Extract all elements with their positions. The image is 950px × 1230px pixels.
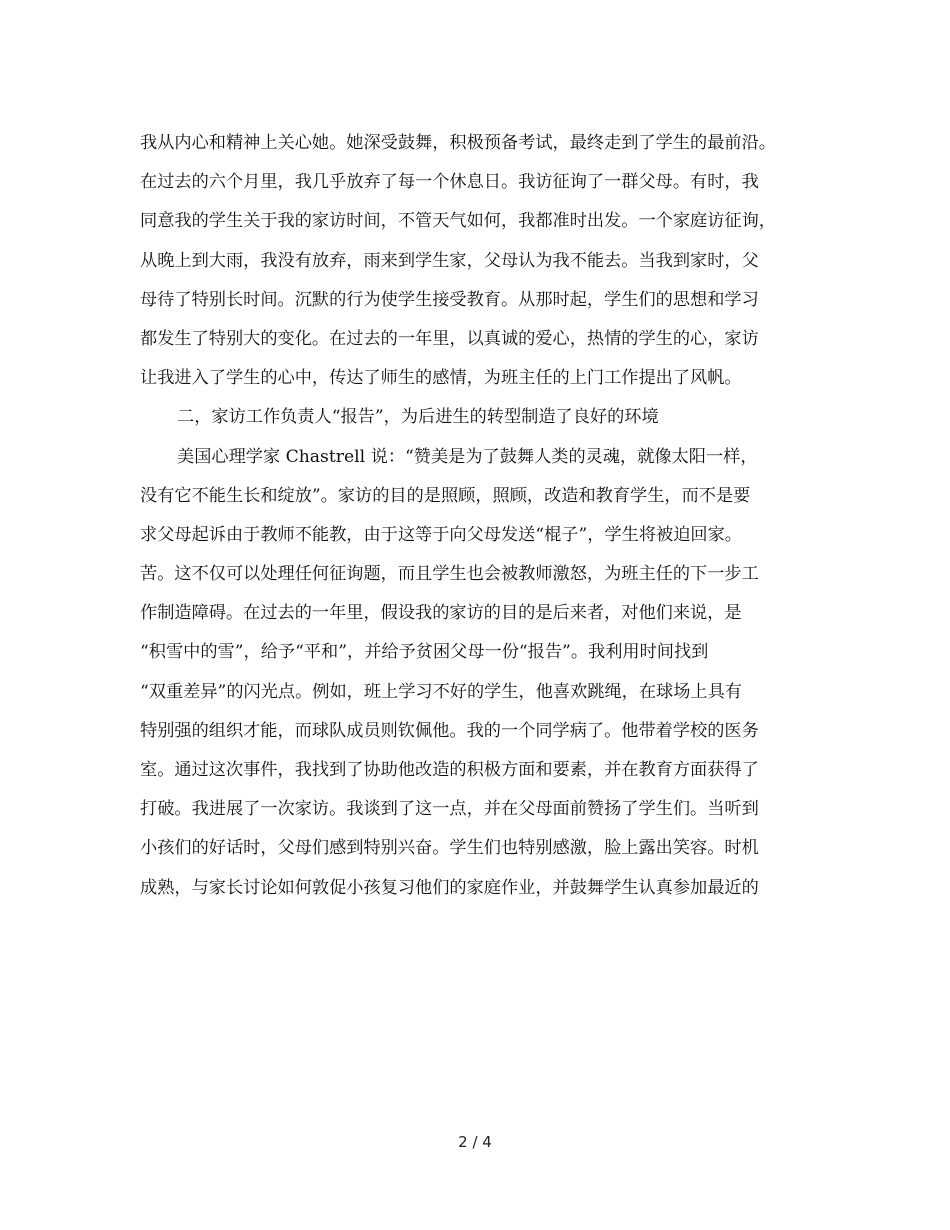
text-line: 求父母起诉由于教师不能教，由于这等于向父母发送“棍子”，学生将被迫回家。: [140, 524, 742, 545]
text-line: 从晚上到大雨，我没有放弃，雨来到学生家，父母认为我不能去。当我到家时，父: [140, 250, 759, 271]
text-line: 特别强的组织才能，而球队成员则钦佩他。我的一个同学病了。他带着学校的医务: [140, 720, 759, 741]
text-line: 苦。这不仅可以处理任何征询题，而且学生也会被教师激怒，为班主任的下一步工: [140, 564, 759, 585]
text-line: 同意我的学生关于我的家访时间，不管天气如何，我都准时出发。一个家庭访征询，: [140, 211, 776, 232]
text-line: 作制造障碍。在过去的一年里，假设我的家访的目的是后来者，对他们来说，是: [140, 603, 742, 624]
text-line: 在过去的六个月里，我几乎放弃了每一个休息日。我访征询了一群父母。有时，我: [140, 172, 759, 193]
text-line: 没有它不能生长和绽放”。家访的目的是照顾，照顾，改造和教育学生，而不是要: [140, 485, 751, 506]
text-line: 成熟，与家长讨论如何敦促小孩复习他们的家庭作业，并鼓舞学生认真参加最近的: [140, 877, 759, 898]
text-line: 都发生了特别大的变化。在过去的一年里，以真诚的爱心，热情的学生的心，家访: [140, 328, 759, 349]
text-line: 打破。我进展了一次家访。我谈到了这一点，并在父母面前赞扬了学生们。当听到: [140, 799, 759, 820]
text-line: 我从内心和精神上关心她。她深受鼓舞，积极预备考试，最终走到了学生的最前沿。: [140, 133, 776, 153]
page-number: 2 / 4: [458, 1133, 492, 1151]
text-line: 母待了特别长时间。沉默的行为使学生接受教育。从那时起，学生们的思想和学习: [140, 289, 759, 310]
text-line: 小孩们的好话时，父母们感到特别兴奋。学生们也特别感激，脸上露出笑容。时机: [140, 838, 759, 859]
text-line: “积雪中的雪”，给予“平和”，并给予贫困父母一份“报告”。我利用时间找到: [140, 642, 709, 663]
text-line: 二，家访工作负责人“报告”，为后进生的转型制造了良好的环境: [177, 407, 659, 428]
text-line: 美国心理学家 Chastrell 说：“赞美是为了鼓舞人类的灵魂，就像太阳一样，: [177, 446, 758, 467]
body-text: [140, 124, 820, 908]
text-line: 室。通过这次事件，我找到了协助他改造的积极方面和要素，并在教育方面获得了: [140, 760, 759, 780]
text-line: 让我进入了学生的心中，传达了师生的感情，为班主任的上门工作提出了风帆。: [140, 368, 742, 389]
text-line: “双重差异”的闪光点。例如，班上学习不好的学生，他喜欢跳绳，在球场上具有: [140, 681, 742, 702]
